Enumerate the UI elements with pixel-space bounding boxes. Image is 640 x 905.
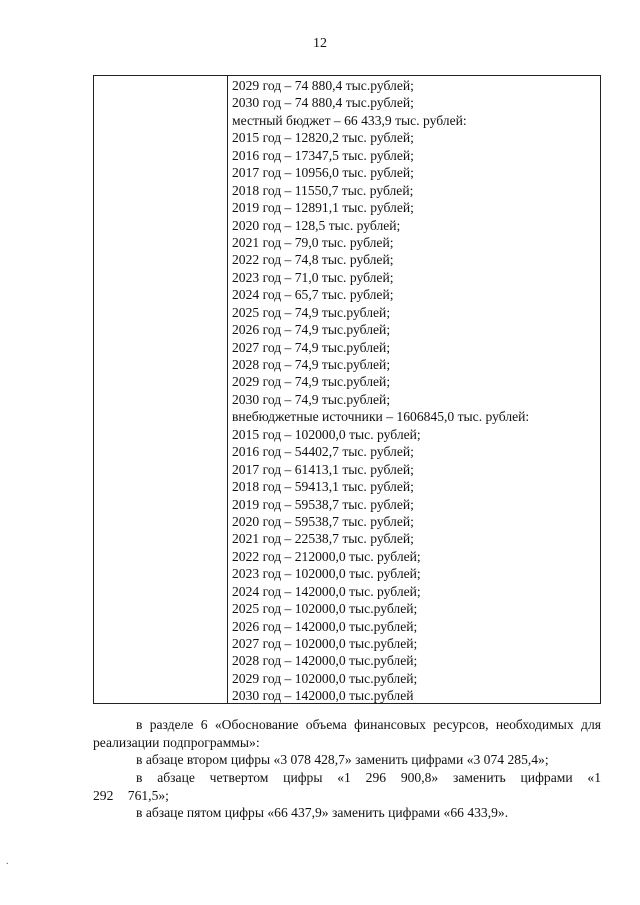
funding-line: 2029 год – 74,9 тыс.рублей; (232, 374, 391, 390)
funding-line: 2023 год – 71,0 тыс. рублей; (232, 269, 394, 285)
funding-line: 2025 год – 102000,0 тыс.рублей; (232, 601, 418, 617)
funding-line: 2021 год – 22538,7 тыс. рублей; (232, 531, 414, 547)
table-column-divider (227, 76, 228, 703)
funding-line: 2016 год – 17347,5 тыс. рублей; (232, 147, 414, 163)
funding-line: 2015 год – 12820,2 тыс. рублей; (232, 130, 414, 146)
funding-line: 2029 год – 102000,0 тыс.рублей; (232, 670, 418, 686)
funding-line: 2019 год – 12891,1 тыс. рублей; (232, 200, 414, 216)
margin-mark: . (6, 856, 9, 867)
funding-line: 2027 год – 74,9 тыс.рублей; (232, 339, 391, 355)
paragraph-abzac-2: в абзаце втором цифры «3 078 428,7» заменить цифрами «3 074 285,4»; (136, 752, 549, 767)
funding-line: 2020 год – 59538,7 тыс. рублей; (232, 513, 414, 529)
funding-line: 2022 год – 74,8 тыс. рублей; (232, 252, 394, 268)
paragraph-abzac-4: в абзаце четвертом цифры «1 296 900,8» заменить цифрами «1 292 761,5»; (93, 770, 601, 803)
funding-line: 2024 год – 65,7 тыс. рублей; (232, 287, 394, 303)
funding-line: 2030 год – 74 880,4 тыс.рублей; (232, 95, 414, 111)
funding-line: 2023 год – 102000,0 тыс. рублей; (232, 566, 421, 582)
funding-line: 2020 год – 128,5 тыс. рублей; (232, 217, 401, 233)
funding-line: 2030 год – 142000,0 тыс.рублей (232, 688, 414, 704)
funding-line: 2026 год – 142000,0 тыс.рублей; (232, 618, 418, 634)
funding-line: 2017 год – 10956,0 тыс. рублей; (232, 165, 414, 181)
funding-table (93, 75, 601, 704)
funding-line: 2017 год – 61413,1 тыс. рублей; (232, 461, 414, 477)
funding-line: 2028 год – 74,9 тыс.рублей; (232, 357, 391, 372)
funding-line: 2015 год – 102000,0 тыс. рублей; (232, 426, 421, 442)
funding-line: 2019 год – 59538,7 тыс. рублей; (232, 496, 414, 512)
funding-line: 2021 год – 79,0 тыс. рублей; (232, 234, 394, 250)
funding-line: местный бюджет – 66 433,9 тыс. рублей: (232, 112, 467, 128)
funding-line: 2022 год – 212000,0 тыс. рублей; (232, 548, 421, 564)
funding-line: 2025 год – 74,9 тыс.рублей; (232, 304, 391, 320)
page-number: 12 (313, 36, 327, 51)
funding-line: 2016 год – 54402,7 тыс. рублей; (232, 444, 414, 460)
funding-line: 2029 год – 74 880,4 тыс.рублей; (232, 78, 414, 93)
paragraph-section-6: в разделе 6 «Обоснование объема финансовых ресурсов, необходимых для реализации подпрограммы»: (93, 717, 601, 750)
funding-line: 2027 год – 102000,0 тыс.рублей; (232, 636, 418, 651)
funding-line: 2028 год – 142000,0 тыс.рублей; (232, 653, 418, 669)
paragraph-abzac-5: в абзаце пятом цифры «66 437,9» заменить цифрами «66 433,9». (136, 805, 509, 820)
funding-line: 2024 год – 142000,0 тыс. рублей; (232, 583, 421, 599)
funding-line: 2018 год – 11550,7 тыс. рублей; (232, 182, 414, 198)
funding-line: внебюджетные источники – 1606845,0 тыс. рублей: (232, 409, 530, 425)
funding-lines-column (232, 77, 529, 705)
funding-line: 2026 год – 74,9 тыс.рублей; (232, 322, 391, 338)
funding-line: 2018 год – 59413,1 тыс. рублей; (232, 479, 414, 495)
funding-line: 2030 год – 74,9 тыс.рублей; (232, 391, 391, 407)
